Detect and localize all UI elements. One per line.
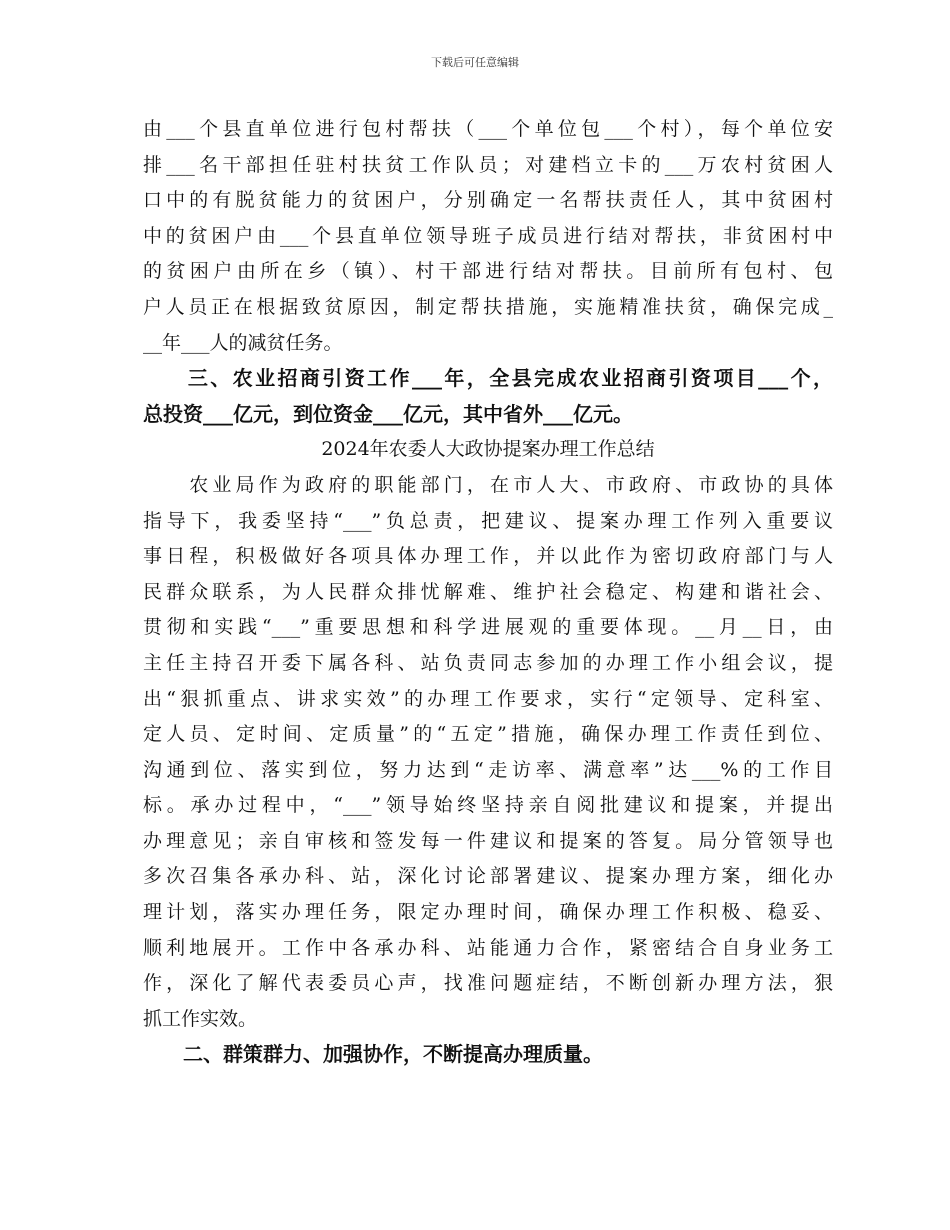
text-line: 抓工作实效。 [143,1007,258,1030]
text-line: 由___个县直单位进行包村帮扶（___个单位包___个村），每个单位安 [143,118,833,140]
page-header: 下载后可任意编辑 [431,56,519,69]
text-line: 的贫困户由所在乡（镇）、村干部进行结对帮扶。目前所有包村、包 [143,260,833,283]
text-line: 事日程，积极做好各项具体办理工作，并以此作为密切政府部门与人 [143,545,833,568]
text-line: 理计划，落实办理任务，限定办理时间，确保办理工作积极、稳妥、 [143,901,833,924]
text-line: 办理意见；亲自审核和签发每一件建议和提案的答复。局分管领导也 [143,829,833,852]
text-line: 主任主持召开委下属各科、站负责同志参加的办理工作小组会议，提 [143,651,833,674]
section-heading-line: 二、群策群力、加强协作，不断提高办理质量。 [143,1042,603,1067]
text-line: 定人员、定时间、定质量”的“五定”措施，确保办理工作责任到位、 [143,723,833,746]
text-line: 中的贫困户由___个县直单位领导班子成员进行结对帮扶，非贫困村中 [143,224,833,247]
text-line: 沟通到位、落实到位，努力达到“走访率、满意率”达___%的工作目 [143,758,833,781]
document-title: 2024年农委人大政协提案办理工作总结 [321,438,655,461]
document-body [143,112,833,1073]
text-line: 出“狠抓重点、讲求实效”的办理工作要求，实行“定领导、定科室、 [143,687,833,710]
section-heading-line: 总投资___亿元，到位资金___亿元，其中省外___亿元。 [143,401,633,426]
text-line: 作，深化了解代表委员心声，找准问题症结，不断创新办理方法，狠 [143,972,833,995]
text-line: 多次召集各承办科、站，深化讨论部署建议、提案办理方案，细化办 [143,865,833,888]
text-line: 口中的有脱贫能力的贫困户，分别确定一名帮扶责任人，其中贫困村 [143,189,833,212]
section-heading-line: 三、农业招商引资工作___年，全县完成农业招商引资项目___个， [143,366,833,391]
text-line: 顺利地展开。工作中各承办科、站能通力合作，紧密结合自身业务工 [143,936,833,959]
text-line: 贯彻和实践“___”重要思想和科学进展观的重要体现。__月__日，由 [143,616,833,639]
text-line: 指导下，我委坚持“___”负总责，把建议、提案办理工作列入重要议 [143,509,833,532]
text-line: 排___名干部担任驻村扶贫工作队员；对建档立卡的___万农村贫困人 [143,153,833,176]
text-line: 户人员正在根据致贫原因，制定帮扶措施，实施精准扶贫，确保完成_ [143,295,833,318]
text-line: 标。承办过程中，“___”领导始终坚持亲自阅批建议和提案，并提出 [143,794,833,817]
text-line: 农业局作为政府的职能部门，在市人大、市政府、市政协的具体 [143,473,833,496]
text-line: __年___人的减贫任务。 [143,331,343,354]
text-line: 民群众联系，为人民群众排忧解难、维护社会稳定、构建和谐社会、 [143,580,833,603]
